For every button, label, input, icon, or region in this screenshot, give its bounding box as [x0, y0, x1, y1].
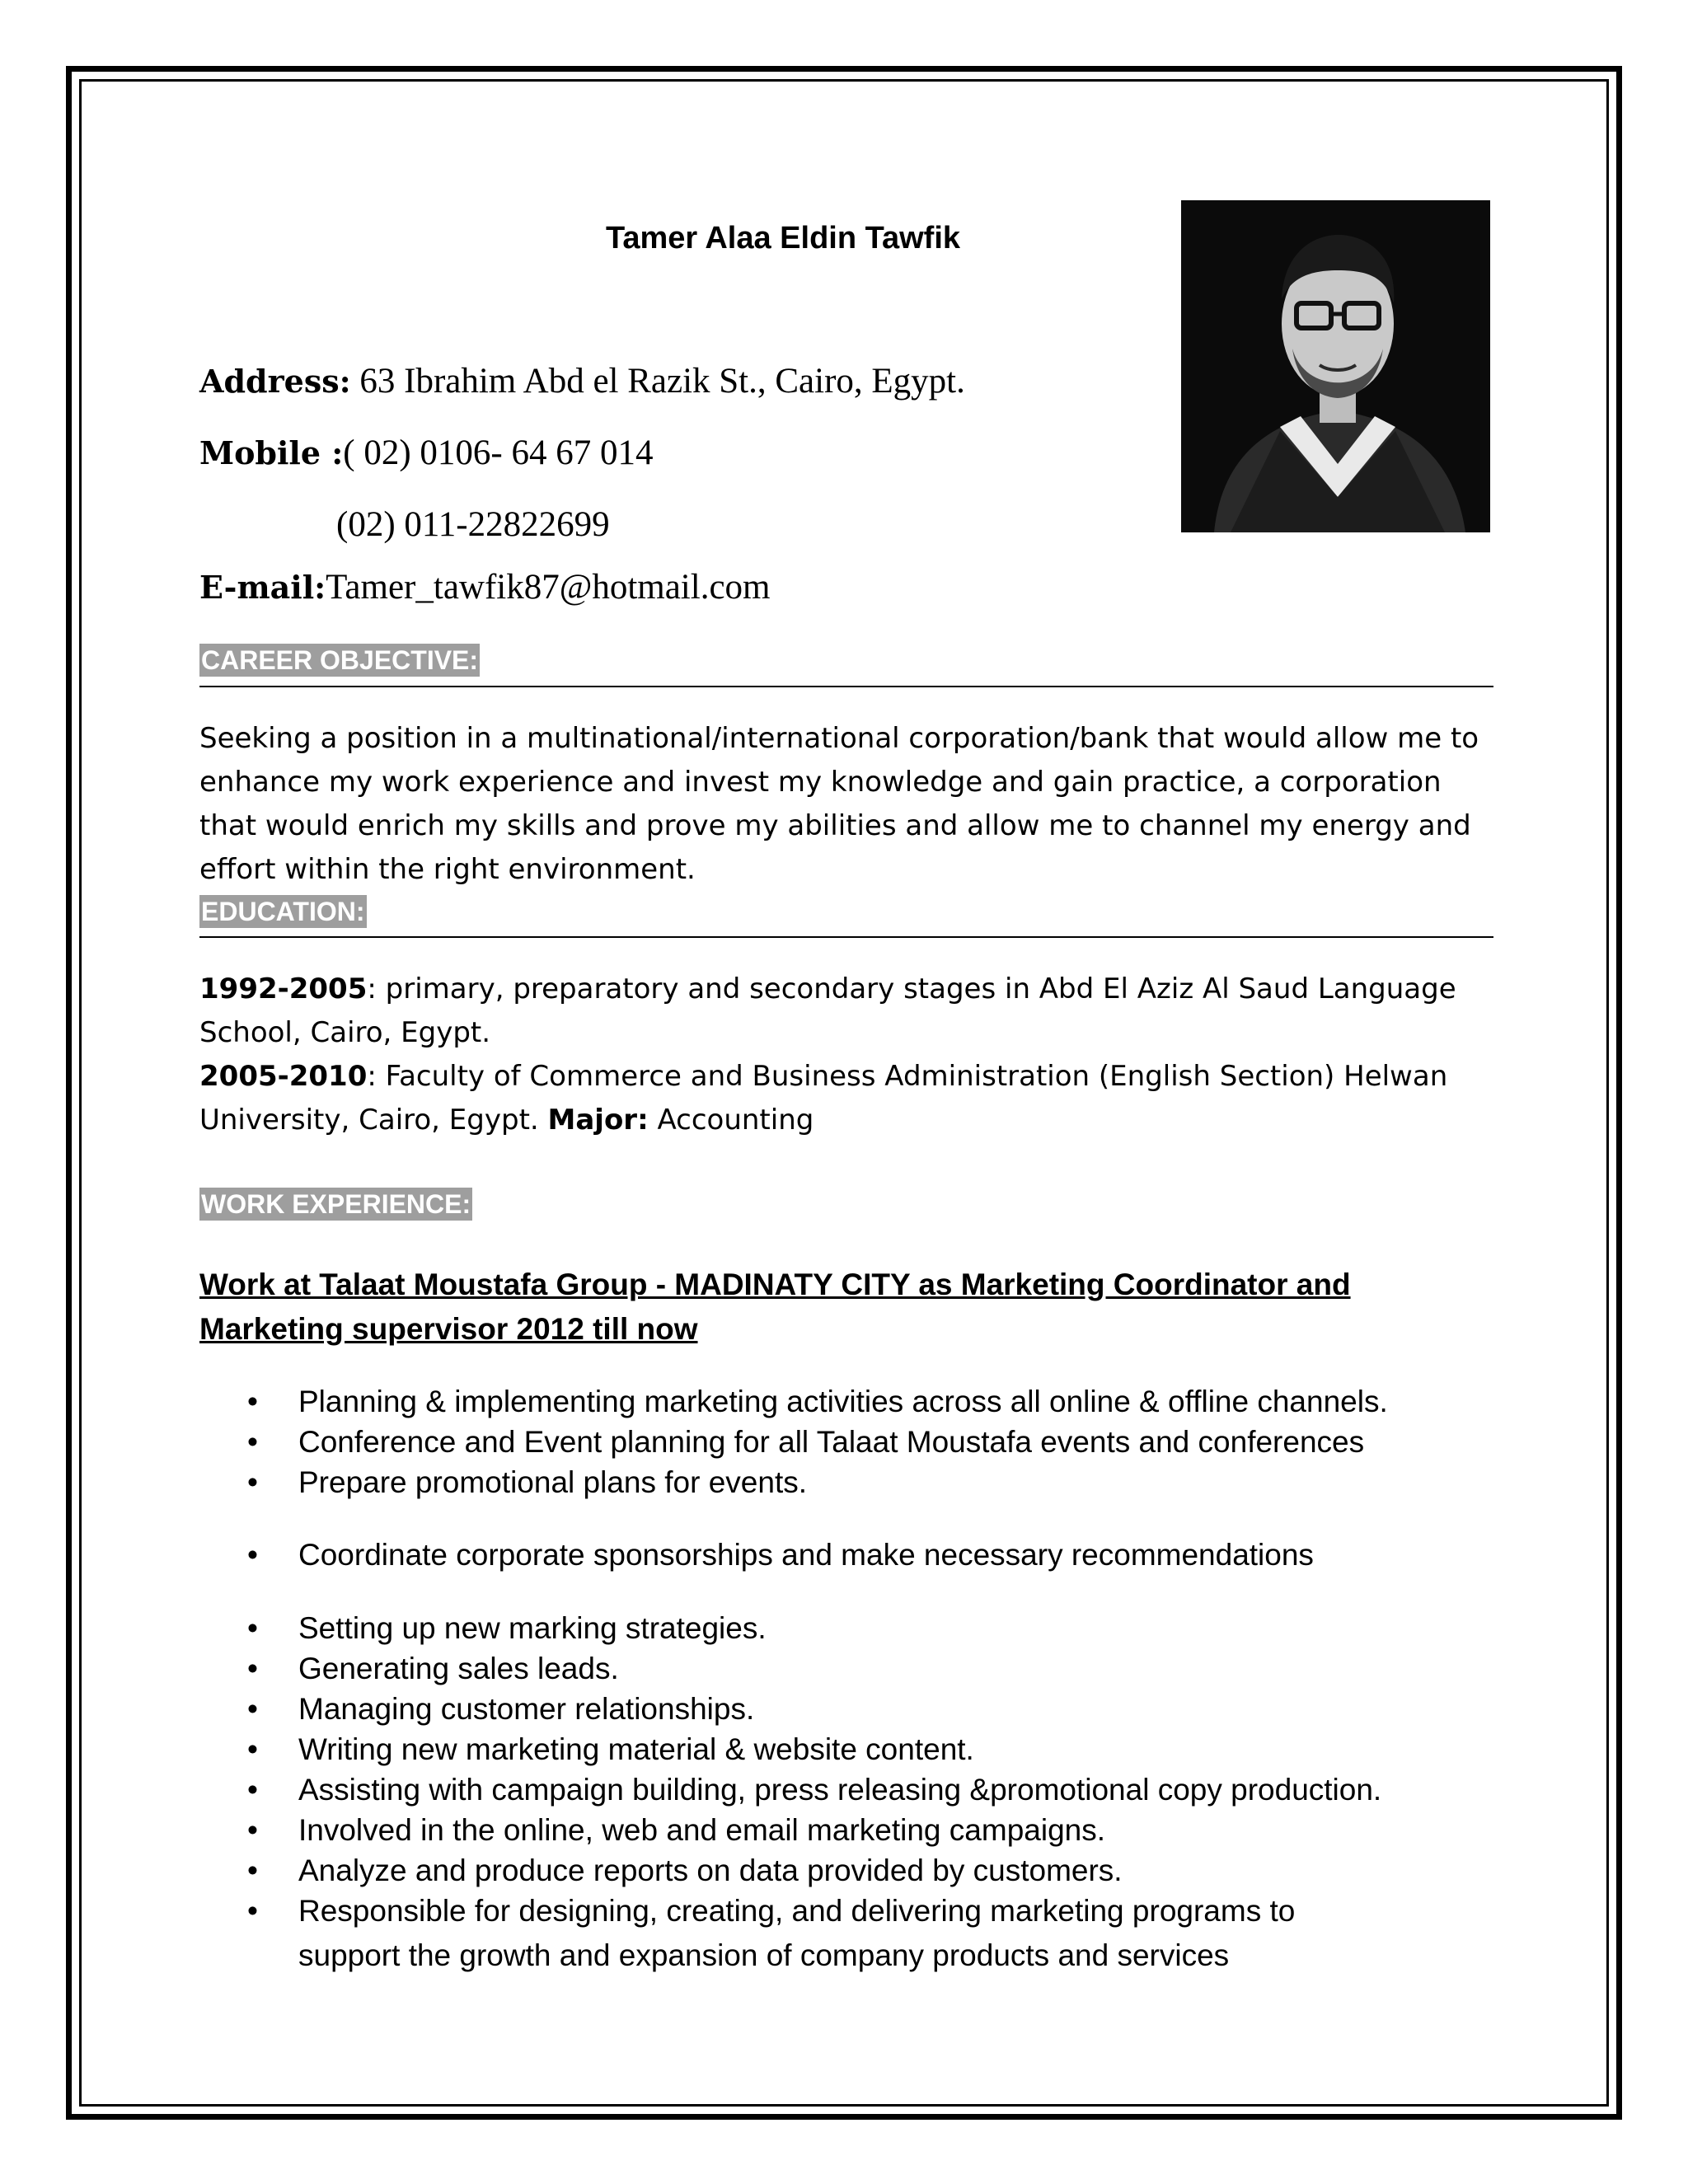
work-experience-heading: WORK EXPERIENCE: [201, 1189, 471, 1219]
bullet-icon: • [247, 1692, 258, 1726]
list-item: • Writing new marketing material & website content. [247, 1729, 1517, 1770]
list-item-continuation: support the growth and expansion of company products and services [298, 1938, 1230, 1972]
education-entry-1-line-2: School, Cairo, Egypt. [199, 1016, 491, 1049]
email-label: E-mail: [199, 569, 326, 606]
candidate-name: Tamer Alaa Eldin Tawfik [605, 221, 961, 255]
education-entry-2-line-2: University, Cairo, Egypt. Major: Accounting [199, 1104, 814, 1137]
list-item: • Planning & implementing marketing activities across all online & offline channels. [247, 1381, 1517, 1422]
education-heading: EDUCATION: [201, 897, 365, 926]
list-item: • Involved in the online, web and email marketing campaigns. [247, 1810, 1517, 1851]
section-divider [199, 936, 1493, 938]
mobile-value-1: ( 02) 0106- 64 67 014 [343, 434, 654, 472]
email-value[interactable]: Tamer_tawfik87@hotmail.com [326, 568, 771, 607]
address-label: Address: [199, 363, 351, 400]
section-divider [199, 686, 1493, 687]
mobile-label: Mobile : [199, 434, 344, 471]
education-entry-1-line-1: 1992-2005: primary, preparatory and secondary stages in Abd El Aziz Al Saud Language [199, 972, 1456, 1005]
list-item: • Generating sales leads. [247, 1648, 1517, 1690]
major-label: Major: [547, 1104, 649, 1137]
education-entry-2-line-1: 2005-2010: Faculty of Commerce and Business Administration (English Section) Helwan [199, 1060, 1448, 1093]
mobile-line-2 [336, 504, 610, 545]
bullet-icon: • [247, 1385, 258, 1418]
bullet-icon: • [247, 1773, 258, 1807]
career-objective-heading: CAREER OBJECTIVE: [201, 645, 479, 675]
address-value: 63 Ibrahim Abd el Razik St., Cairo, Egypt. [350, 362, 965, 401]
education-entry-1-years: 1992-2005 [199, 972, 368, 1005]
email-line [199, 567, 770, 607]
list-item: • Responsible for designing, creating, and delivering marketing programs to [247, 1891, 1517, 1932]
list-item: • Managing customer relationships. [247, 1689, 1517, 1730]
list-item: • Analyze and produce reports on data provided by customers. [247, 1850, 1517, 1891]
mobile-line [199, 433, 654, 473]
education-entry-2-years: 2005-2010 [199, 1060, 368, 1093]
major-value: Accounting [648, 1104, 814, 1137]
bullet-icon: • [247, 1854, 258, 1887]
bullet-icon: • [247, 1813, 258, 1847]
bullet-icon: • [247, 1652, 258, 1685]
bullet-icon: • [247, 1732, 258, 1766]
bullet-icon: • [247, 1425, 258, 1459]
mobile-value-2: (02) 011-22822699 [336, 505, 610, 544]
bullet-icon: • [247, 1611, 258, 1645]
portrait-image [1181, 200, 1490, 532]
bullet-icon: • [247, 1894, 258, 1928]
bullet-icon: • [247, 1538, 258, 1572]
job-title-line-1: Work at Talaat Moustafa Group - MADINATY CITY as Marketing Coordinator and [199, 1268, 1351, 1301]
list-item: • Assisting with campaign building, press releasing &promotional copy production. [247, 1769, 1517, 1811]
profile-photo [1181, 200, 1490, 532]
list-item: • Coordinate corporate sponsorships and make necessary recommendations [247, 1535, 1517, 1576]
list-item: • Setting up new marking strategies. [247, 1608, 1517, 1649]
address-line [199, 361, 965, 401]
bullet-icon: • [247, 1465, 258, 1499]
job-title-line-2: Marketing supervisor 2012 till now [199, 1312, 698, 1346]
list-item: • Prepare promotional plans for events. [247, 1462, 1517, 1503]
career-objective-text: Seeking a position in a multinational/international corporation/bank that would allow me to enhance my work experience and invest my knowledge and gain practice, a corporation that would enrich my skills and prove my abilities and allow me to channel my energy and effort within the right environment. [199, 722, 1479, 886]
list-item: • Conference and Event planning for all Talaat Moustafa events and conferences [247, 1422, 1517, 1463]
